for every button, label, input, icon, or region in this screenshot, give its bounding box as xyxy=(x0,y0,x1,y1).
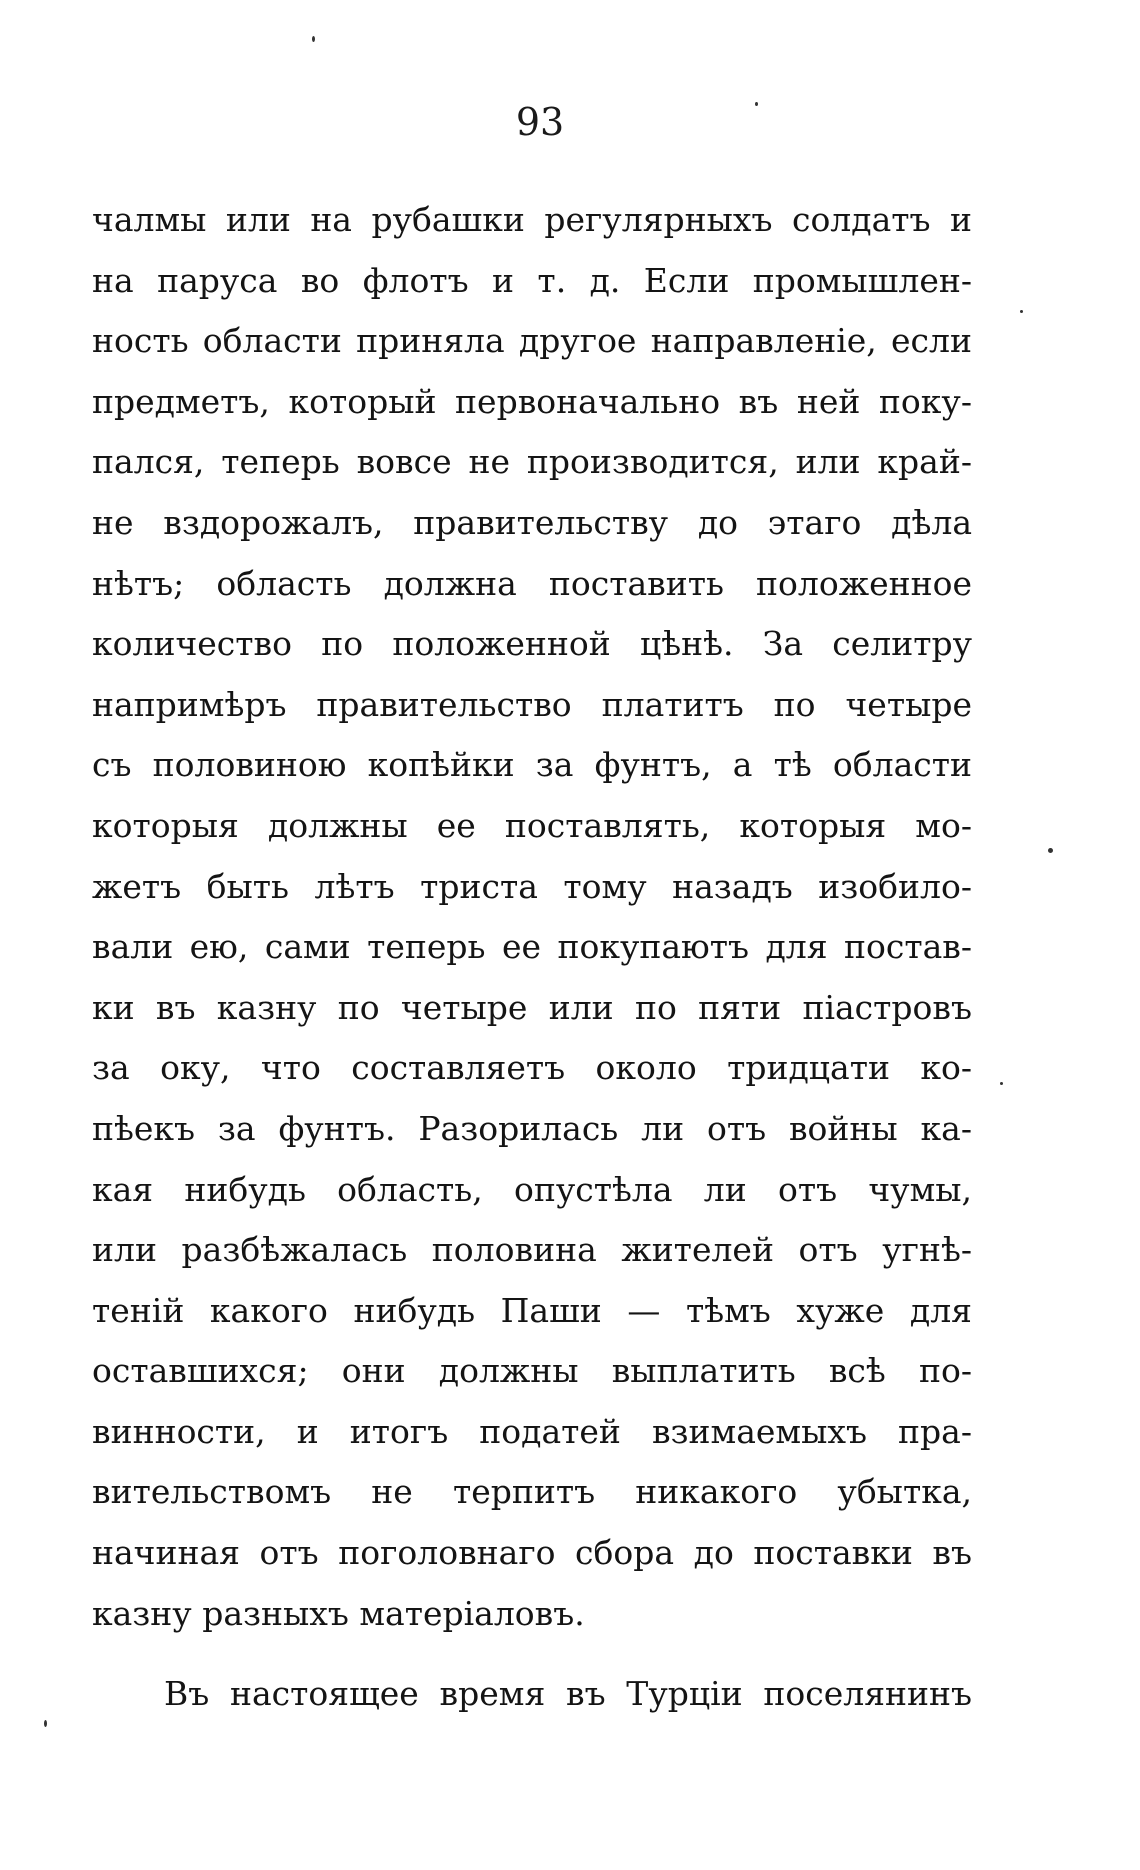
text-line: напримѣръ правительство платитъ по четыре xyxy=(92,684,972,724)
text-line: вали ею, сами теперь ее покупаютъ для постав- xyxy=(92,927,972,967)
scan-speck xyxy=(1048,848,1053,853)
text-line: теній какого нибудь Паши — тѣмъ хуже для xyxy=(92,1290,972,1330)
text-line: количество по положенной цѣнѣ. За селитру xyxy=(92,624,972,664)
text-line: ность области приняла другое направленіе, если xyxy=(92,321,972,361)
paragraph-1 xyxy=(92,190,972,1644)
scan-speck xyxy=(44,1720,47,1727)
paragraph-2 xyxy=(92,1664,972,1725)
paragraph-gap xyxy=(92,1644,972,1664)
text-line: казну разныхъ матеріаловъ. xyxy=(92,1593,585,1633)
text-line: которыя должны ее поставлять, которыя мо- xyxy=(92,805,972,845)
text-line: или разбѣжалась половина жителей отъ угнѣ- xyxy=(92,1230,972,1270)
text-line: пался, теперь вовсе не производится, или край- xyxy=(92,442,972,482)
text-line: не вздорожалъ, правительству до этаго дѣла xyxy=(92,502,972,542)
text-line: съ половиною копѣйки за фунтъ, а тѣ области xyxy=(92,745,972,785)
scan-speck xyxy=(312,36,315,42)
text-line: жетъ быть лѣтъ триста тому назадъ изобило- xyxy=(92,866,972,906)
text-line: пѣекъ за фунтъ. Разорилась ли отъ войны ка- xyxy=(92,1108,972,1148)
text-line: предметъ, который первоначально въ ней поку- xyxy=(92,381,972,421)
text-line: ки въ казну по четыре или по пяти піастровъ xyxy=(92,987,972,1027)
scan-speck xyxy=(755,102,758,106)
page-number: 93 xyxy=(515,100,565,144)
text-line: за оку, что составляетъ около тридцати ко- xyxy=(92,1048,972,1088)
text-line: начиная отъ поголовнаго сбора до поставки въ xyxy=(92,1533,972,1573)
text-line: кая нибудь область, опустѣла ли отъ чумы, xyxy=(92,1169,972,1209)
text-line: нѣтъ; область должна поставить положенное xyxy=(92,563,972,603)
text-line: оставшихся; они должны выплатить всѣ по- xyxy=(92,1351,972,1391)
text-line: Въ настоящее время въ Турціи поселянинъ xyxy=(164,1674,972,1714)
scan-speck xyxy=(1000,1082,1003,1085)
text-line: на паруса во флотъ и т. д. Если промышлен- xyxy=(92,260,972,300)
text-line: винности, и итогъ податей взимаемыхъ пра- xyxy=(92,1411,972,1451)
scan-speck xyxy=(1020,310,1023,313)
body-text xyxy=(92,190,972,1725)
text-line: вительствомъ не терпитъ никакого убытка, xyxy=(92,1472,972,1512)
text-line: чалмы или на рубашки регулярныхъ солдатъ и xyxy=(92,200,972,239)
